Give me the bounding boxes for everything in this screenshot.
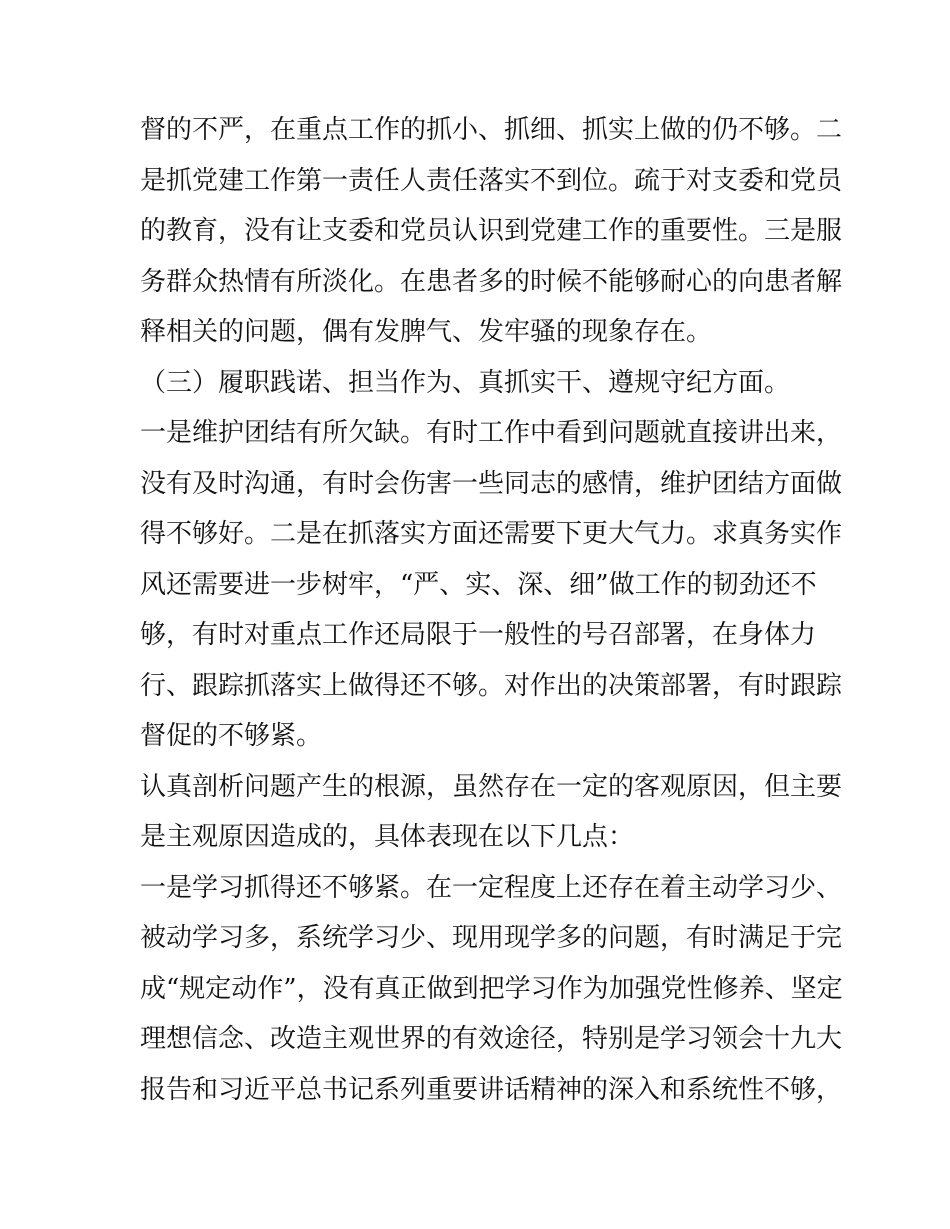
text-line: 督的不严，在重点工作的抓小、抓细、抓实上做的仍不够。二 [140,115,843,145]
text-line: 风还需要进一步树牢，“严、实、深、细”做工作的韧劲还不 [140,569,817,600]
text-line: 得不够好。二是在抓落实方面还需要下更大气力。求真务实作 [140,519,843,549]
text-line: 被动学习多，系统学习少、现用现学多的问题，有时满足于完 [140,923,843,953]
text-line: 是主观原因造成的，具体表现在以下几点： [140,822,635,852]
text-line: 够，有时对重点工作还局限于一般性的号召部署，在身体力 [140,620,817,650]
text-line: 一是维护团结有所欠缺。有时工作中看到问题就直接讲出来， [140,418,843,448]
text-line: 一是学习抓得还不够紧。在一定程度上还存在着主动学习少、 [140,872,843,903]
text-line: 是抓党建工作第一责任人责任落实不到位。疏于对支委和党员 [140,165,843,196]
section-heading: （三）履职践诺、担当作为、真抓实干、遵规守纪方面。 [140,367,791,398]
text-line: 没有及时沟通，有时会伤害一些同志的感情，维护团结方面做 [140,468,843,499]
text-line: 的教育，没有让支委和党员认识到党建工作的重要性。三是服 [140,216,843,246]
text-line: 认真剖析问题产生的根源，虽然存在一定的客观原因，但主要 [140,771,843,802]
text-line: 行、跟踪抓落实上做得还不够。对作出的决策部署，有时跟踪 [140,670,843,701]
document-body-text [140,105,843,1115]
text-line: 理想信念、改造主观世界的有效途径，特别是学习领会十九大 [140,1024,843,1054]
text-line: 成“规定动作”，没有真正做到把学习作为加强党性修养、坚定 [140,973,843,1004]
text-line: 释相关的问题，偶有发脾气、发牢骚的现象存在。 [140,317,713,347]
text-line: 督促的不够紧。 [140,721,323,751]
text-line: 报告和习近平总书记系列重要讲话精神的深入和系统性不够， [140,1074,843,1105]
text-line: 务群众热情有所淡化。在患者多的时候不能够耐心的向患者解 [140,266,843,297]
